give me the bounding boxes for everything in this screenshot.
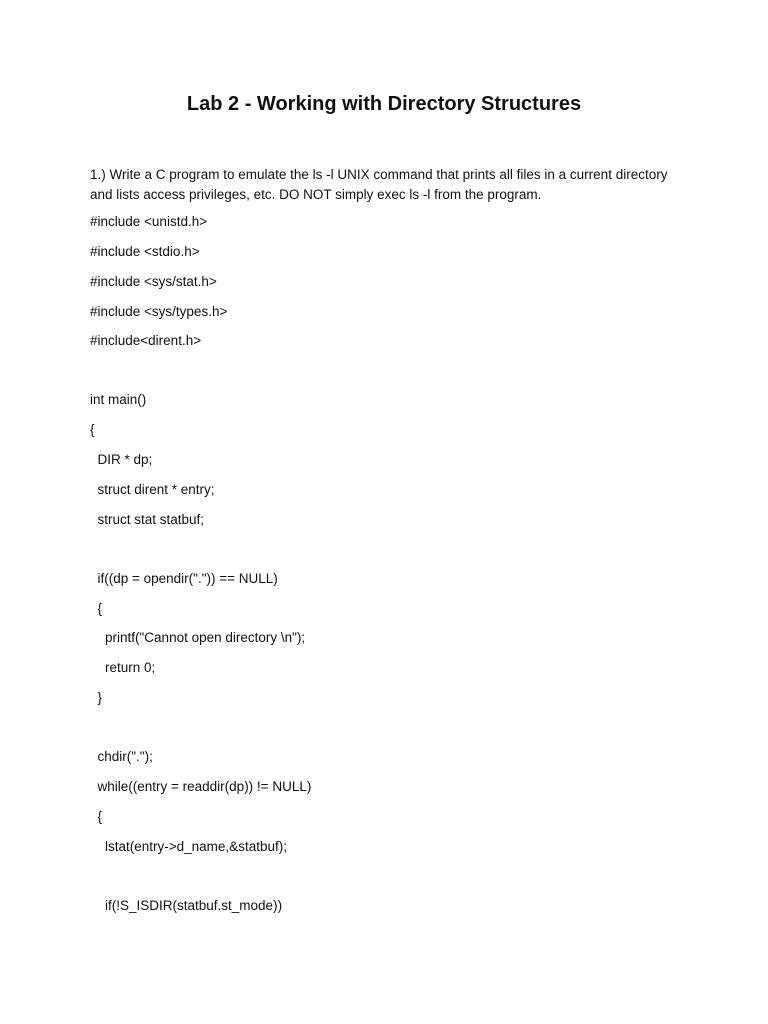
code-line: #include <stdio.h> [90,244,200,259]
code-line: if(!S_ISDIR(statbuf.st_mode)) [90,898,283,913]
code-line: printf("Cannot open directory \n"); [90,630,306,645]
code-line: int main() [90,392,147,407]
code-line: return 0; [90,660,156,675]
document-title: Lab 2 - Working with Directory Structures [186,93,582,115]
code-line: while((entry = readdir(dp)) != NULL) [90,779,312,794]
code-line: #include <sys/types.h> [90,304,228,319]
code-line: if((dp = opendir(".")) == NULL) [90,571,278,586]
code-line: #include <sys/stat.h> [90,274,217,289]
question-text [90,165,690,205]
code-line: #include<dirent.h> [90,333,202,348]
code-line: struct stat statbuf; [90,512,205,527]
code-line: #include <unistd.h> [90,214,208,229]
question-line: and lists access privileges, etc. DO NOT simply exec ls -l from the program. [90,187,542,202]
question-line: 1.) Write a C program to emulate the ls -l UNIX command that prints all files in a current directory [90,167,668,182]
code-line: chdir("."); [90,749,153,764]
code-line: { [90,809,103,824]
code-line: } [90,690,103,705]
code-line: lstat(entry->d_name,&statbuf); [90,839,287,854]
code-line: DIR * dp; [90,452,153,467]
code-line: struct dirent * entry; [90,482,215,497]
code-line: { [90,601,103,616]
code-line: { [90,422,95,437]
